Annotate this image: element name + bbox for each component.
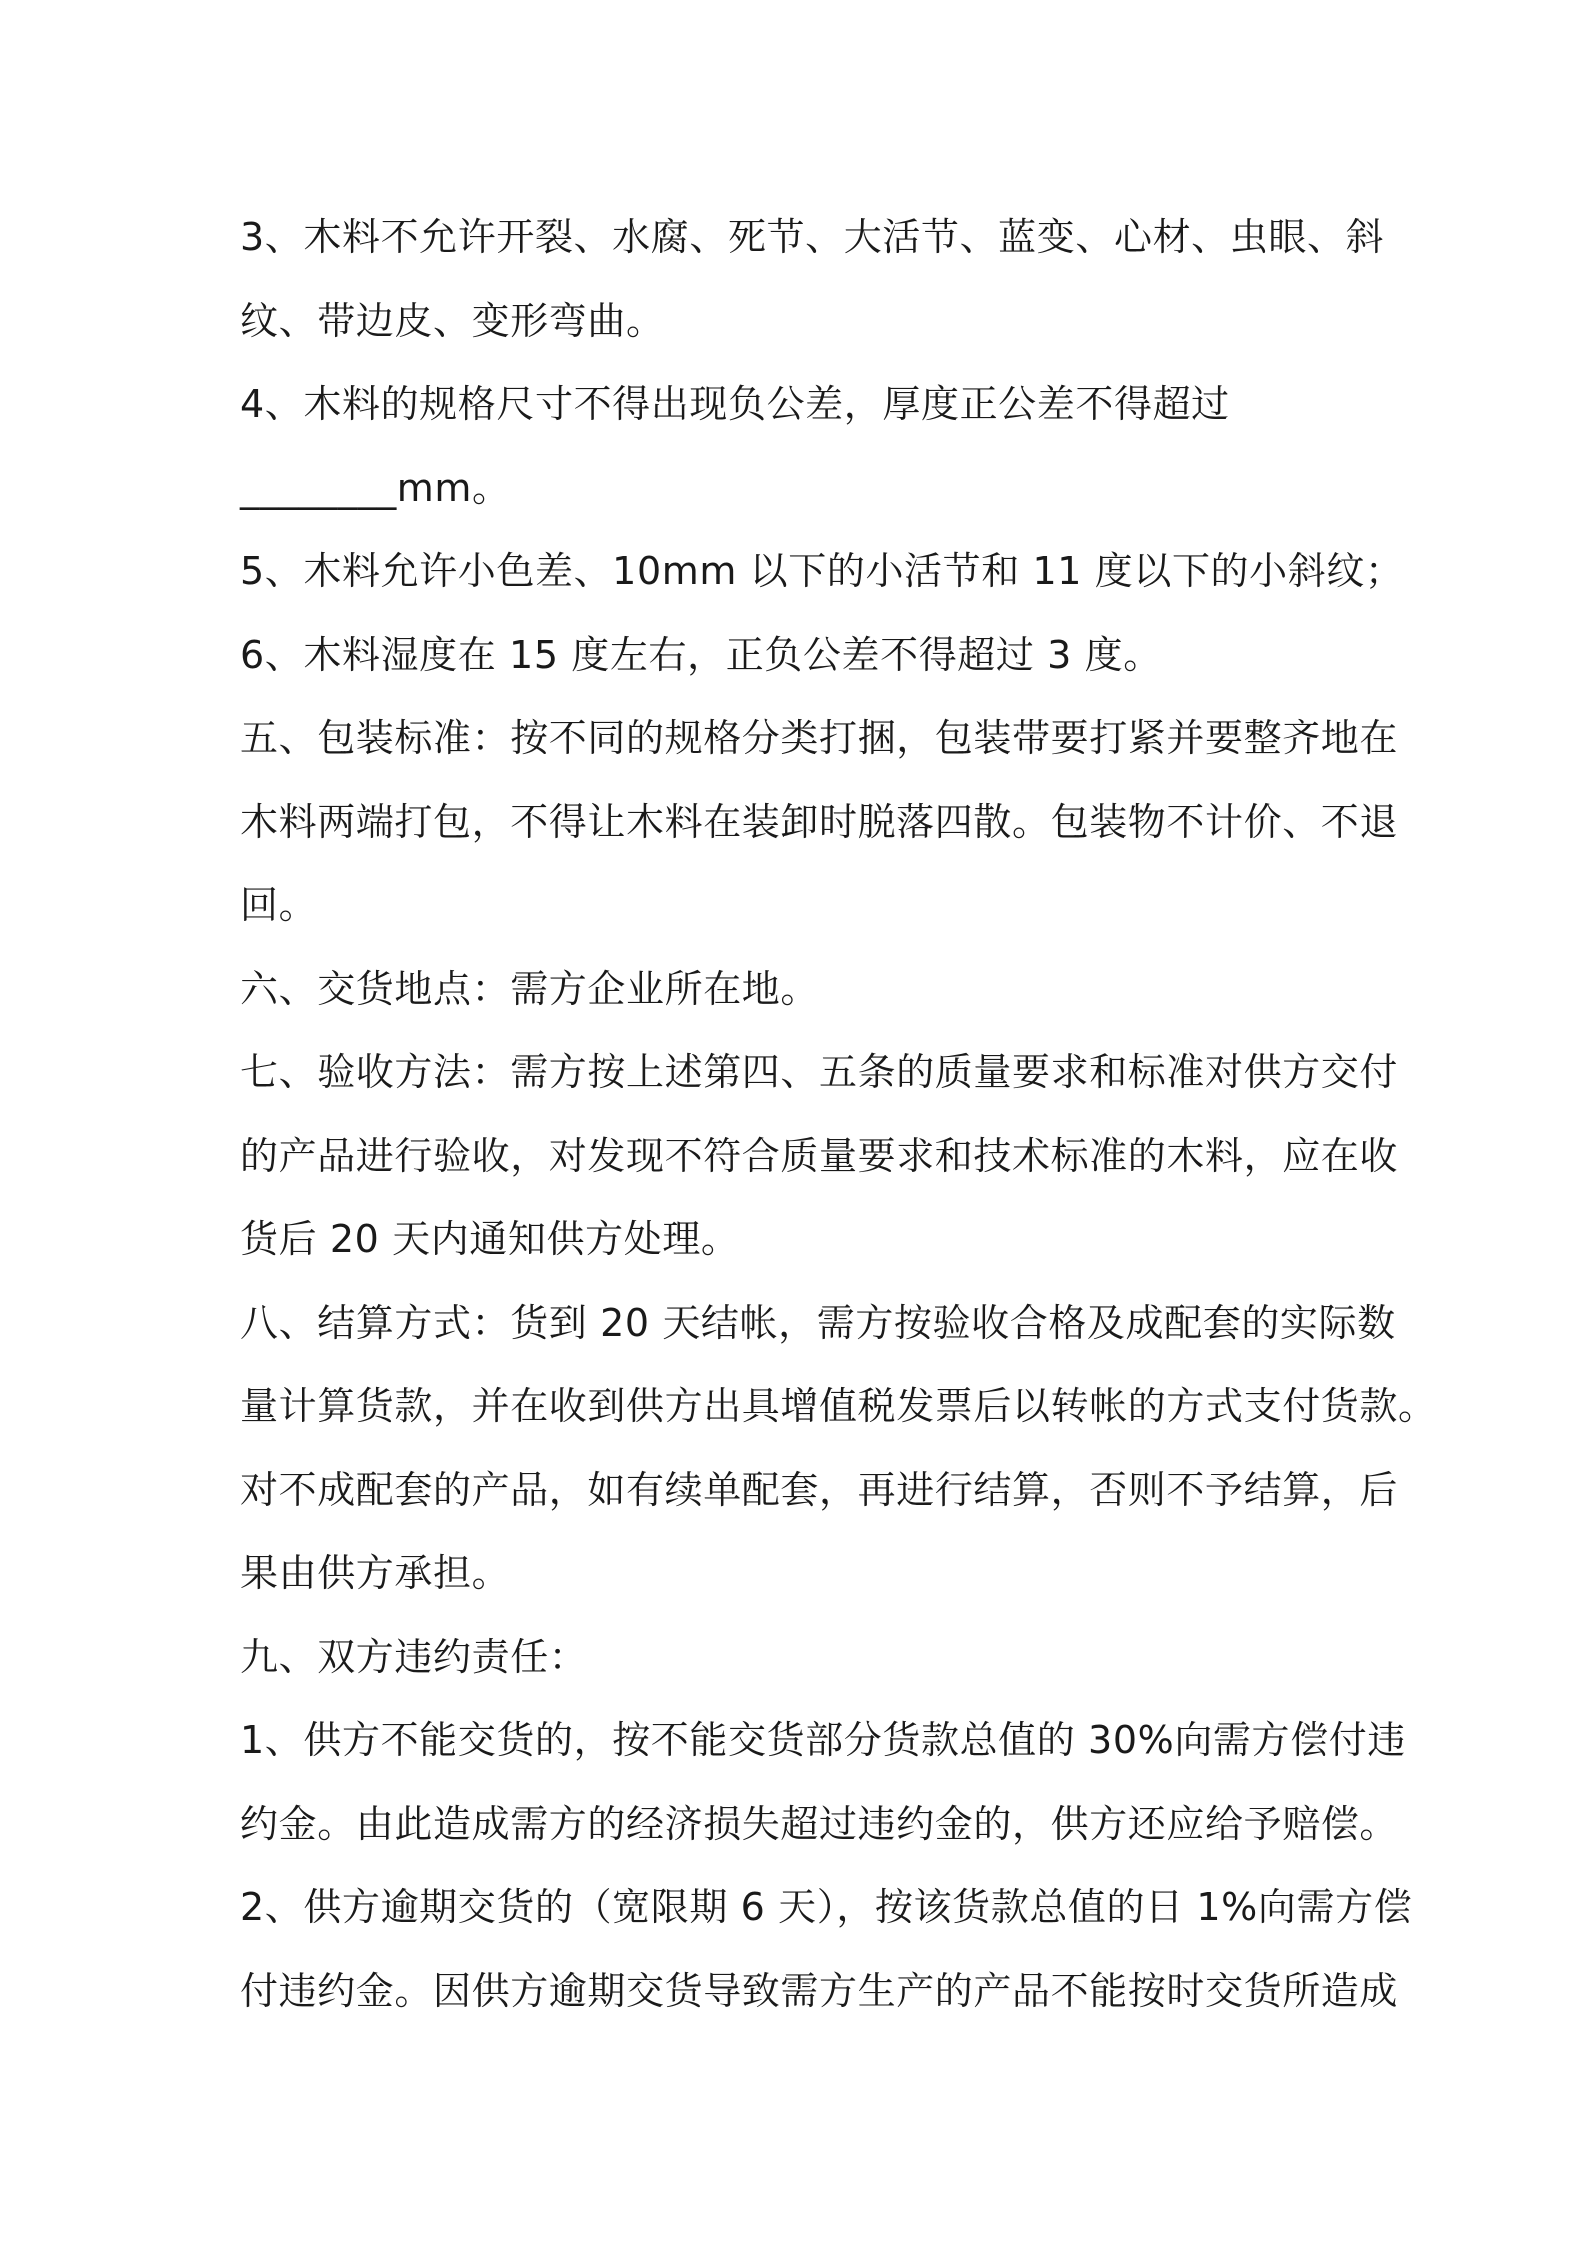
text-line: 果由供方承担。 <box>240 1551 511 1595</box>
text-line: 约金。由此造成需方的经济损失超过违约金的，供方还应给予赔偿。 <box>240 1801 1399 1846</box>
text-line: 木料两端打包，不得让木料在装卸时脱落四散。包装物不计价、不退 <box>240 799 1399 844</box>
text-line: 5、木料允许小色差、10mm 以下的小活节和 11 度以下的小斜纹； <box>240 549 1404 593</box>
text-line: 六、交货地点：需方企业所在地。 <box>240 966 820 1011</box>
text-line: 的产品进行验收，对发现不符合质量要求和技术标准的木料，应在收 <box>240 1133 1399 1178</box>
text-line: 4、木料的规格尺寸不得出现负公差，厚度正公差不得超过 <box>240 382 1230 426</box>
text-line: 回。 <box>240 883 318 927</box>
text-line: 七、验收方法：需方按上述第四、五条的质量要求和标准对供方交付 <box>240 1050 1399 1094</box>
text-line: ________mm。 <box>240 465 511 510</box>
text-line: 纹、带边皮、变形弯曲。 <box>240 298 665 343</box>
text-line: 3、木料不允许开裂、水腐、死节、大活节、蓝变、心材、虫眼、斜 <box>240 215 1385 259</box>
text-line: 八、结算方式：货到 20 天结帐，需方按验收合格及成配套的实际数 <box>240 1300 1396 1345</box>
text-line: 五、包装标准：按不同的规格分类打捆，包装带要打紧并要整齐地在 <box>240 716 1399 760</box>
text-line: 量计算货款，并在收到供方出具增值税发票后以转帐的方式支付货款。 <box>240 1384 1437 1428</box>
text-line: 付违约金。因供方逾期交货导致需方生产的产品不能按时交货所造成 <box>240 1968 1399 2013</box>
document-body <box>240 196 1437 2033</box>
text-line: 1、供方不能交货的，按不能交货部分货款总值的 30%向需方偿付违 <box>240 1718 1406 1762</box>
text-line: 对不成配套的产品，如有续单配套，再进行结算，否则不予结算，后 <box>240 1467 1399 1512</box>
text-line: 九、双方违约责任： <box>240 1634 588 1679</box>
text-line: 6、木料湿度在 15 度左右，正负公差不得超过 3 度。 <box>240 632 1162 677</box>
text-line: 2、供方逾期交货的（宽限期 6 天），按该货款总值的日 1%向需方偿 <box>240 1885 1413 1929</box>
text-line: 货后 20 天内通知供方处理。 <box>240 1217 740 1261</box>
